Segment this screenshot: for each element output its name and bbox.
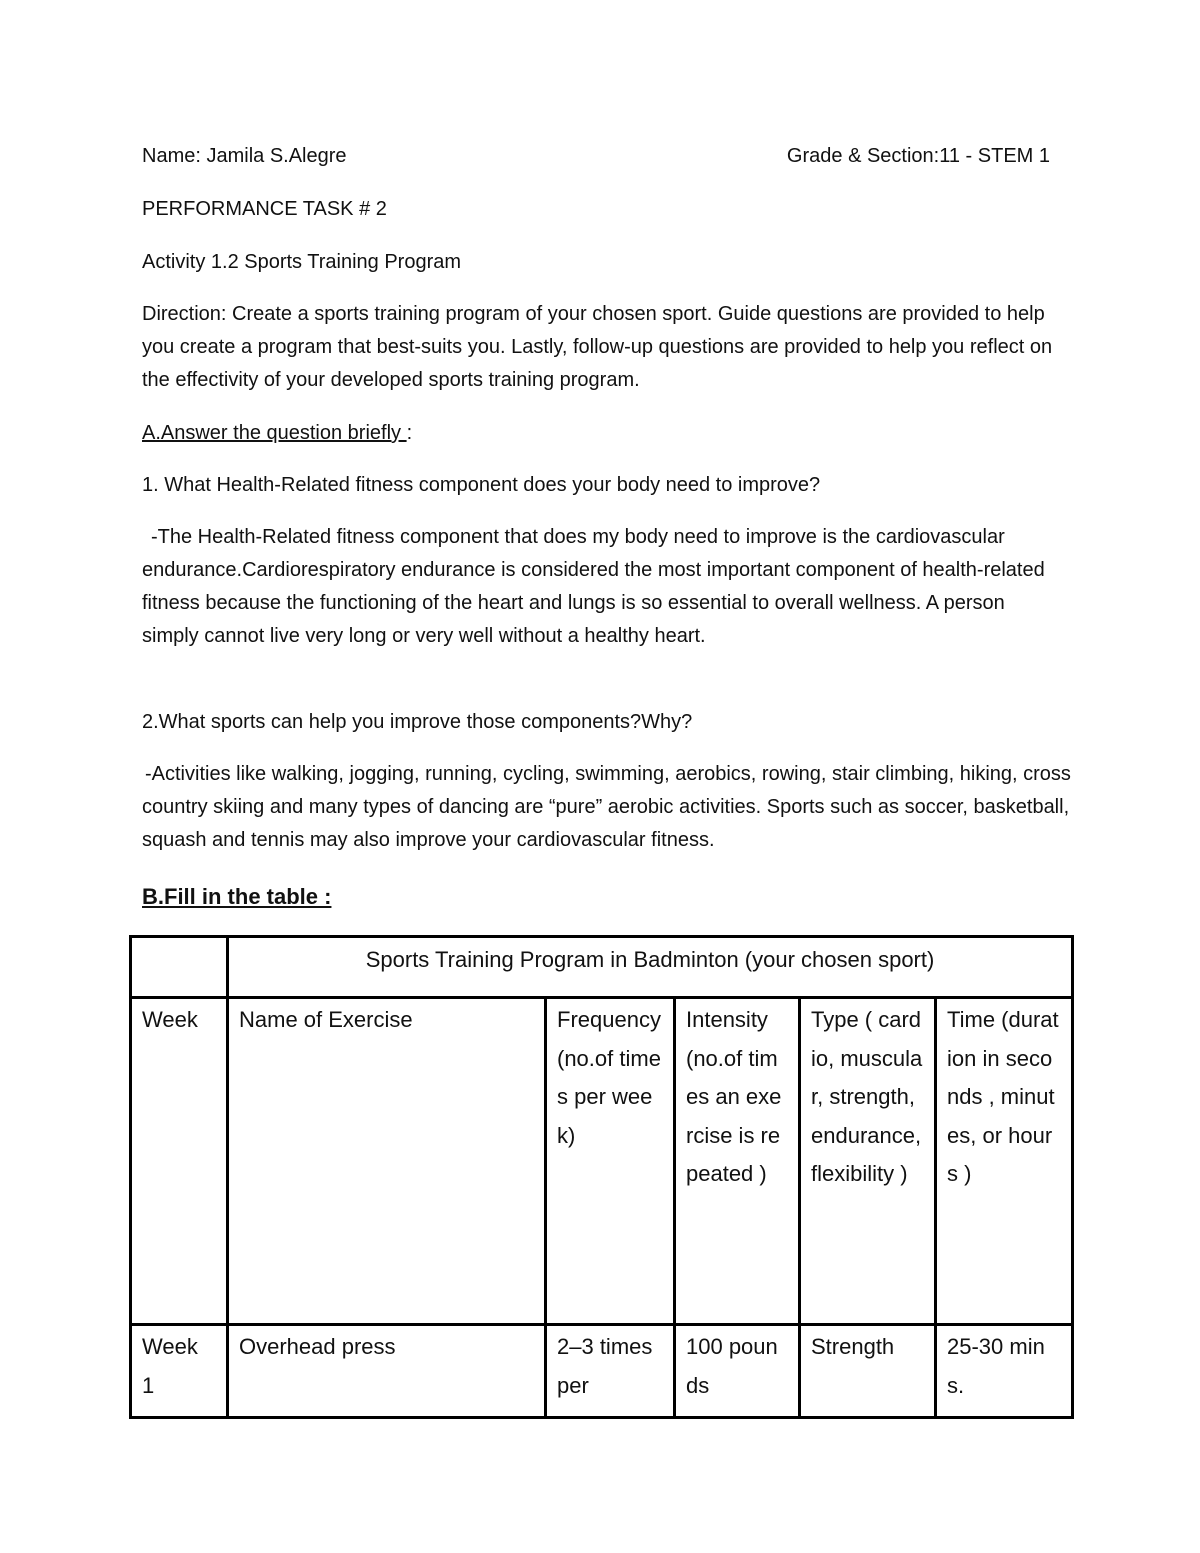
header-intensity: Intensity (no.of times an exercise is repeated ) [675,998,800,1325]
header-frequency: Frequency (no.of times per week) [546,998,675,1325]
cell-intensity: 100 pounds [675,1325,800,1418]
cell-week: Week 1 [131,1325,228,1418]
grade-section: Grade & Section:11 - STEM 1 [786,145,1050,167]
table-title-row [131,937,1073,998]
cell-frequency: 2–3 times per [546,1325,675,1418]
header-week: Week [131,998,228,1325]
cell-exercise: Overhead press [228,1325,546,1418]
section-b-heading: B.Fill in the table : [142,884,332,909]
student-name: Name: Jamila S.Alegre [142,145,347,167]
header-time: Time (duration in seconds , minutes, or hours ) [936,998,1073,1325]
task-title: PERFORMANCE TASK # 2 [142,198,387,220]
answer-2: -Activities like walking, jogging, running, cycling, swimming, aerobics, rowing, stair climbing, hiking, cross country skiing and many types of dancing are “pure” aerobic activities. Sports such as soccer, basketball, squash and tennis may also improve your cardiovascular fitness. [142,763,1071,851]
header-exercise: Name of Exercise [228,998,546,1325]
answer-1: -The Health-Related fitness component that does my body need to improve is the cardiovascular endurance.Cardiorespiratory endurance is considered the most important component of health-related fitness because the functioning of the heart and lungs is so essential to overall wellness. A person simply cannot live very long or very well without a healthy heart. [142,526,1045,647]
section-a-colon: : [406,422,413,444]
cell-time: 25-30 mins. [936,1325,1073,1418]
cell-type: Strength [800,1325,936,1418]
question-1: 1. What Health-Related fitness component does your body need to improve? [142,474,821,496]
header-type: Type ( cardio, muscular, strength, endurance, flexibility ) [800,998,936,1325]
table-header-row [131,998,1073,1325]
table-empty-corner-cell [131,937,228,998]
table-title: Sports Training Program in Badminton (your chosen sport) [228,937,1073,998]
direction-paragraph: Direction: Create a sports training program of your chosen sport. Guide questions are provided to help you create a program that best-suits you. Lastly, follow-up questions are provided to help you reflect on the effectivity of your developed sports training program. [142,303,1053,391]
table-row [131,1325,1073,1418]
section-a-heading [142,417,412,450]
question-2: 2.What sports can help you improve those components?Why? [142,711,693,733]
training-program-table [129,935,1074,1419]
activity-title: Activity 1.2 Sports Training Program [142,251,462,273]
section-a-title: A.Answer the question briefly [142,422,407,444]
